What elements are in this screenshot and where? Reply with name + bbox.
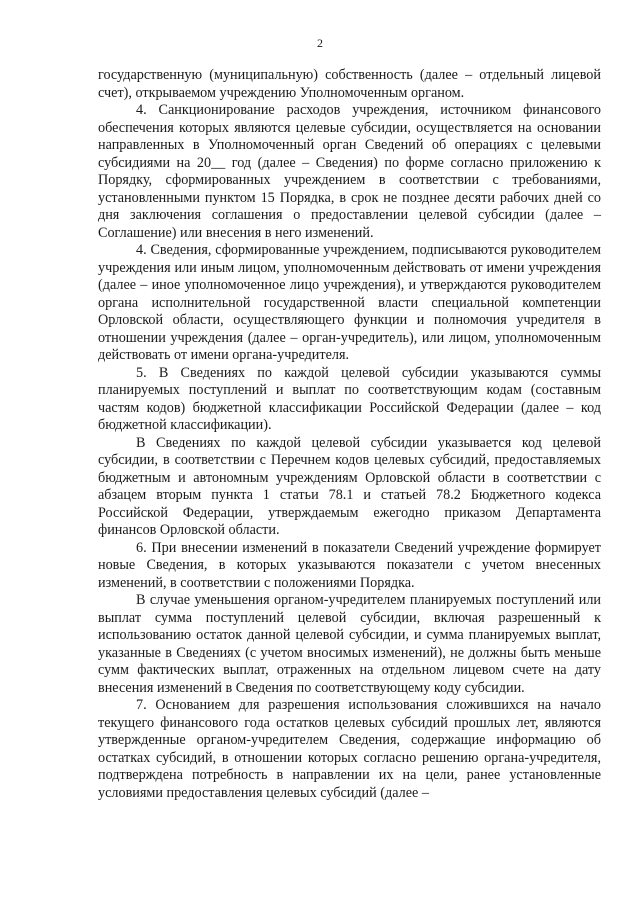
paragraph-reduction-case: В случае уменьшения органом-учредителем планируемых поступлений или выплат сумма поступлений целевой субсидии, включая разрешенный к использованию остаток данной целевой субсидии, и сумма планируемых выплат, указанные в Сведениях (с учетом вносимых изменений), не должны быть меньше сумм фактических выплат, отраженных на отдельном лицевом счете на дату внесения изменений в Сведения по соответствующему коду субсидии. bbox=[98, 592, 601, 696]
paragraph-clause-4-authorization: 4. Санкционирование расходов учреждения, источником финансового обеспечения которых являются целевые субсидии, осуществляется на основании направленных в Уполномоченный орган Сведений об операциях с целевыми субсидиями на 20__ год (далее – Сведения) по форме согласно приложению к Порядку, сформированных учреждением в соответствии с требованиями, установленными пунктом 15 Порядка, в срок не позднее десяти рабочих дней со дня заключения соглашения о предоставлении целевой субсидии (далее – Соглашение) или внесения в него изменений. bbox=[98, 102, 601, 241]
document-body bbox=[98, 67, 601, 802]
paragraph-continued: государственную (муниципальную) собственность (далее – отдельный лицевой счет), открываемом учреждению Уполномоченным органом. bbox=[98, 67, 601, 101]
paragraph-subsidy-code: В Сведениях по каждой целевой субсидии указывается код целевой субсидии, в соответствии с Перечнем кодов целевых субсидий, предоставляемых бюджетным и автономным учреждениям Орловской области в соответствии с абзацем вторым пункта 1 статьи 78.1 и статьей 78.2 Бюджетного кодекса Российской Федерации, утверждаемым ежегодно приказом Департамента финансов Орловской области. bbox=[98, 434, 601, 538]
paragraph-clause-6: 6. При внесении изменений в показатели Сведений учреждение формирует новые Сведения, в которых указываются показатели с учетом внесенных изменений, в соответствии с положениями Порядка. bbox=[98, 539, 601, 591]
paragraph-clause-5: 5. В Сведениях по каждой целевой субсидии указываются суммы планируемых поступлений и выплат по соответствующим кодам (составным частям кодов) бюджетной классификации Российской Федерации (далее – код бюджетной классификации). bbox=[98, 364, 601, 433]
paragraph-clause-4-signing: 4. Сведения, сформированные учреждением, подписываются руководителем учреждения или иным лицом, уполномоченным действовать от имени учреждения (далее – иное уполномоченное лицо учреждения), и утверждаются руководителем органа исполнительной государственной власти специальной компетенции Орловской области, осуществляющего функции и полномочия учредителя в отношении учреждения (далее – орган-учредитель), или лицом, уполномоченным действовать от имени органа-учредителя. bbox=[98, 242, 601, 363]
paragraph-clause-7: 7. Основанием для разрешения использования сложившихся на начало текущего финансового года остатков целевых субсидий прошлых лет, являются утвержденные органом-учредителем Сведения, содержащие информацию об остатках субсидий, в отношении которых согласно решению органа-учредителя, подтверждена потребность в направлении их на цели, ранее установленные условиями предоставления целевых субсидий (далее – bbox=[98, 697, 601, 801]
page-number: 2 bbox=[317, 36, 323, 50]
